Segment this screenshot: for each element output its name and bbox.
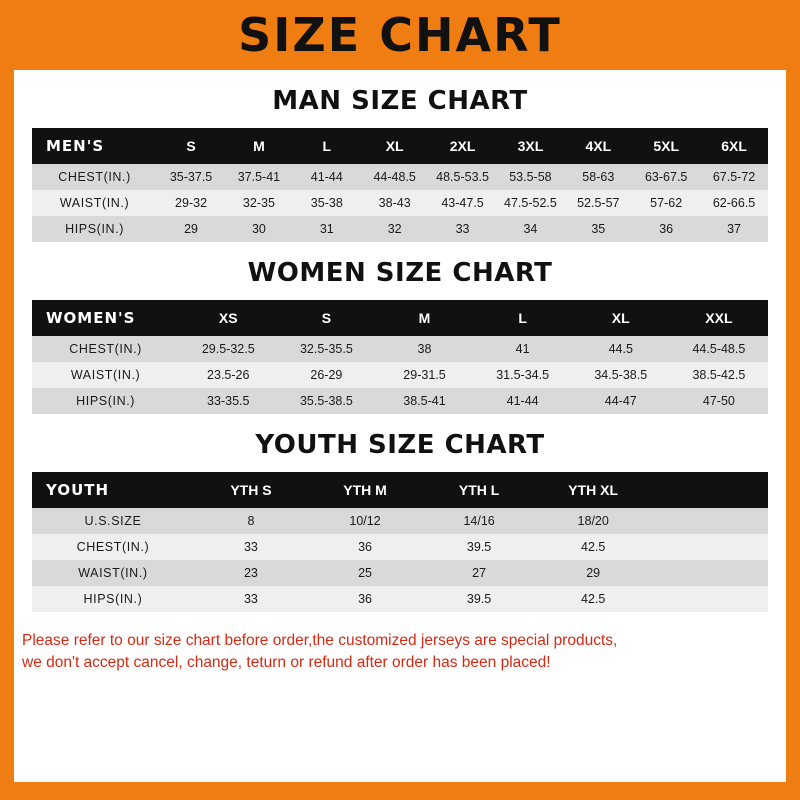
men-row-label-1: WAIST(IN.)	[32, 190, 157, 216]
youth-cell-1-1: 36	[308, 534, 422, 560]
women-col-5: XXL	[670, 300, 768, 336]
youth-cell-3-0: 33	[194, 586, 308, 612]
men-cell-1-0: 29-32	[157, 190, 225, 216]
youth-cell-0-1: 10/12	[308, 508, 422, 534]
women-col-1: S	[277, 300, 375, 336]
men-cell-0-8: 67.5-72	[700, 164, 768, 190]
women-cell-2-1: 35.5-38.5	[277, 388, 375, 414]
men-size-table	[32, 128, 768, 242]
youth-row-header: YOUTH	[32, 472, 194, 508]
men-cell-0-0: 35-37.5	[157, 164, 225, 190]
youth-col-0: YTH S	[194, 472, 308, 508]
youth-cell-0-spacer	[650, 508, 768, 534]
section-title-women: WOMEN SIZE CHART	[247, 258, 553, 288]
men-cell-0-3: 44-48.5	[361, 164, 429, 190]
men-cell-0-4: 48.5-53.5	[429, 164, 497, 190]
youth-row-label-1: CHEST(IN.)	[32, 534, 194, 560]
women-row-label-1: WAIST(IN.)	[32, 362, 179, 388]
women-cell-1-2: 29-31.5	[375, 362, 473, 388]
men-cell-1-4: 43-47.5	[429, 190, 497, 216]
men-col-4: 2XL	[429, 128, 497, 164]
youth-col-1: YTH M	[308, 472, 422, 508]
women-cell-1-3: 31.5-34.5	[474, 362, 572, 388]
men-cell-2-4: 33	[429, 216, 497, 242]
youth-cell-3-3: 42.5	[536, 586, 650, 612]
youth-row-label-3: HIPS(IN.)	[32, 586, 194, 612]
women-row-label-0: CHEST(IN.)	[32, 336, 179, 362]
table-header-row	[32, 472, 768, 508]
youth-size-table	[32, 472, 768, 612]
youth-cell-0-0: 8	[194, 508, 308, 534]
women-cell-2-3: 41-44	[474, 388, 572, 414]
women-row-header: WOMEN'S	[32, 300, 179, 336]
youth-cell-3-spacer	[650, 586, 768, 612]
youth-cell-1-spacer	[650, 534, 768, 560]
table-row	[32, 586, 768, 612]
youth-cell-3-1: 36	[308, 586, 422, 612]
women-size-table	[32, 300, 768, 414]
women-cell-0-4: 44.5	[572, 336, 670, 362]
youth-row-label-0: U.S.SIZE	[32, 508, 194, 534]
table-row	[32, 362, 768, 388]
men-cell-0-6: 58-63	[564, 164, 632, 190]
youth-cell-2-3: 29	[536, 560, 650, 586]
men-col-0: S	[157, 128, 225, 164]
men-col-7: 5XL	[632, 128, 700, 164]
women-row-label-2: HIPS(IN.)	[32, 388, 179, 414]
table-row	[32, 508, 768, 534]
youth-row-label-2: WAIST(IN.)	[32, 560, 194, 586]
men-cell-1-1: 32-35	[225, 190, 293, 216]
women-cell-1-0: 23.5-26	[179, 362, 277, 388]
youth-cell-1-2: 39.5	[422, 534, 536, 560]
women-col-2: M	[375, 300, 473, 336]
men-cell-0-7: 63-67.5	[632, 164, 700, 190]
page-title: SIZE CHART	[238, 8, 562, 62]
section-title-men: MAN SIZE CHART	[272, 86, 528, 116]
youth-cell-0-3: 18/20	[536, 508, 650, 534]
men-col-6: 4XL	[564, 128, 632, 164]
youth-cell-2-0: 23	[194, 560, 308, 586]
men-cell-2-2: 31	[293, 216, 361, 242]
women-cell-0-5: 44.5-48.5	[670, 336, 768, 362]
footer-banner	[0, 782, 800, 800]
youth-cell-1-3: 42.5	[536, 534, 650, 560]
men-cell-2-3: 32	[361, 216, 429, 242]
men-col-1: M	[225, 128, 293, 164]
section-women	[14, 258, 786, 414]
table-row	[32, 560, 768, 586]
men-cell-1-8: 62-66.5	[700, 190, 768, 216]
men-col-2: L	[293, 128, 361, 164]
men-col-5: 3XL	[496, 128, 564, 164]
table-row	[32, 388, 768, 414]
table-row	[32, 190, 768, 216]
men-cell-0-2: 41-44	[293, 164, 361, 190]
men-cell-1-2: 35-38	[293, 190, 361, 216]
men-cell-0-1: 37.5-41	[225, 164, 293, 190]
section-youth	[14, 430, 786, 612]
section-title-youth: YOUTH SIZE CHART	[255, 430, 545, 460]
table-header-row	[32, 300, 768, 336]
footer-note	[22, 630, 778, 675]
men-cell-2-0: 29	[157, 216, 225, 242]
men-cell-2-7: 36	[632, 216, 700, 242]
men-col-8: 6XL	[700, 128, 768, 164]
men-row-label-0: CHEST(IN.)	[32, 164, 157, 190]
men-cell-1-6: 52.5-57	[564, 190, 632, 216]
men-cell-2-6: 35	[564, 216, 632, 242]
youth-cell-2-spacer	[650, 560, 768, 586]
table-row	[32, 216, 768, 242]
youth-col-2: YTH L	[422, 472, 536, 508]
women-cell-1-4: 34.5-38.5	[572, 362, 670, 388]
table-header-row	[32, 128, 768, 164]
men-cell-0-5: 53.5-58	[496, 164, 564, 190]
table-row	[32, 164, 768, 190]
header-banner	[0, 0, 800, 70]
men-cell-1-7: 57-62	[632, 190, 700, 216]
youth-cell-2-2: 27	[422, 560, 536, 586]
youth-col-spacer	[650, 472, 768, 508]
youth-col-3: YTH XL	[536, 472, 650, 508]
women-cell-0-3: 41	[474, 336, 572, 362]
women-cell-1-1: 26-29	[277, 362, 375, 388]
women-cell-0-0: 29.5-32.5	[179, 336, 277, 362]
women-col-3: L	[474, 300, 572, 336]
men-row-label-2: HIPS(IN.)	[32, 216, 157, 242]
women-cell-1-5: 38.5-42.5	[670, 362, 768, 388]
women-cell-0-1: 32.5-35.5	[277, 336, 375, 362]
women-cell-2-0: 33-35.5	[179, 388, 277, 414]
women-col-4: XL	[572, 300, 670, 336]
men-cell-2-1: 30	[225, 216, 293, 242]
section-men	[14, 86, 786, 242]
youth-cell-3-2: 39.5	[422, 586, 536, 612]
men-cell-1-5: 47.5-52.5	[496, 190, 564, 216]
table-row	[32, 336, 768, 362]
women-cell-2-5: 47-50	[670, 388, 768, 414]
men-cell-1-3: 38-43	[361, 190, 429, 216]
women-cell-2-4: 44-47	[572, 388, 670, 414]
table-row	[32, 534, 768, 560]
footer-note-line-1: Please refer to our size chart before order,the customized jerseys are special products,	[22, 632, 618, 649]
youth-cell-1-0: 33	[194, 534, 308, 560]
women-cell-2-2: 38.5-41	[375, 388, 473, 414]
youth-cell-2-1: 25	[308, 560, 422, 586]
men-row-header: MEN'S	[32, 128, 157, 164]
women-cell-0-2: 38	[375, 336, 473, 362]
men-col-3: XL	[361, 128, 429, 164]
men-cell-2-8: 37	[700, 216, 768, 242]
youth-cell-0-2: 14/16	[422, 508, 536, 534]
women-col-0: XS	[179, 300, 277, 336]
footer-note-line-2: we don't accept cancel, change, teturn or refund after order has been placed!	[22, 654, 551, 672]
men-cell-2-5: 34	[496, 216, 564, 242]
